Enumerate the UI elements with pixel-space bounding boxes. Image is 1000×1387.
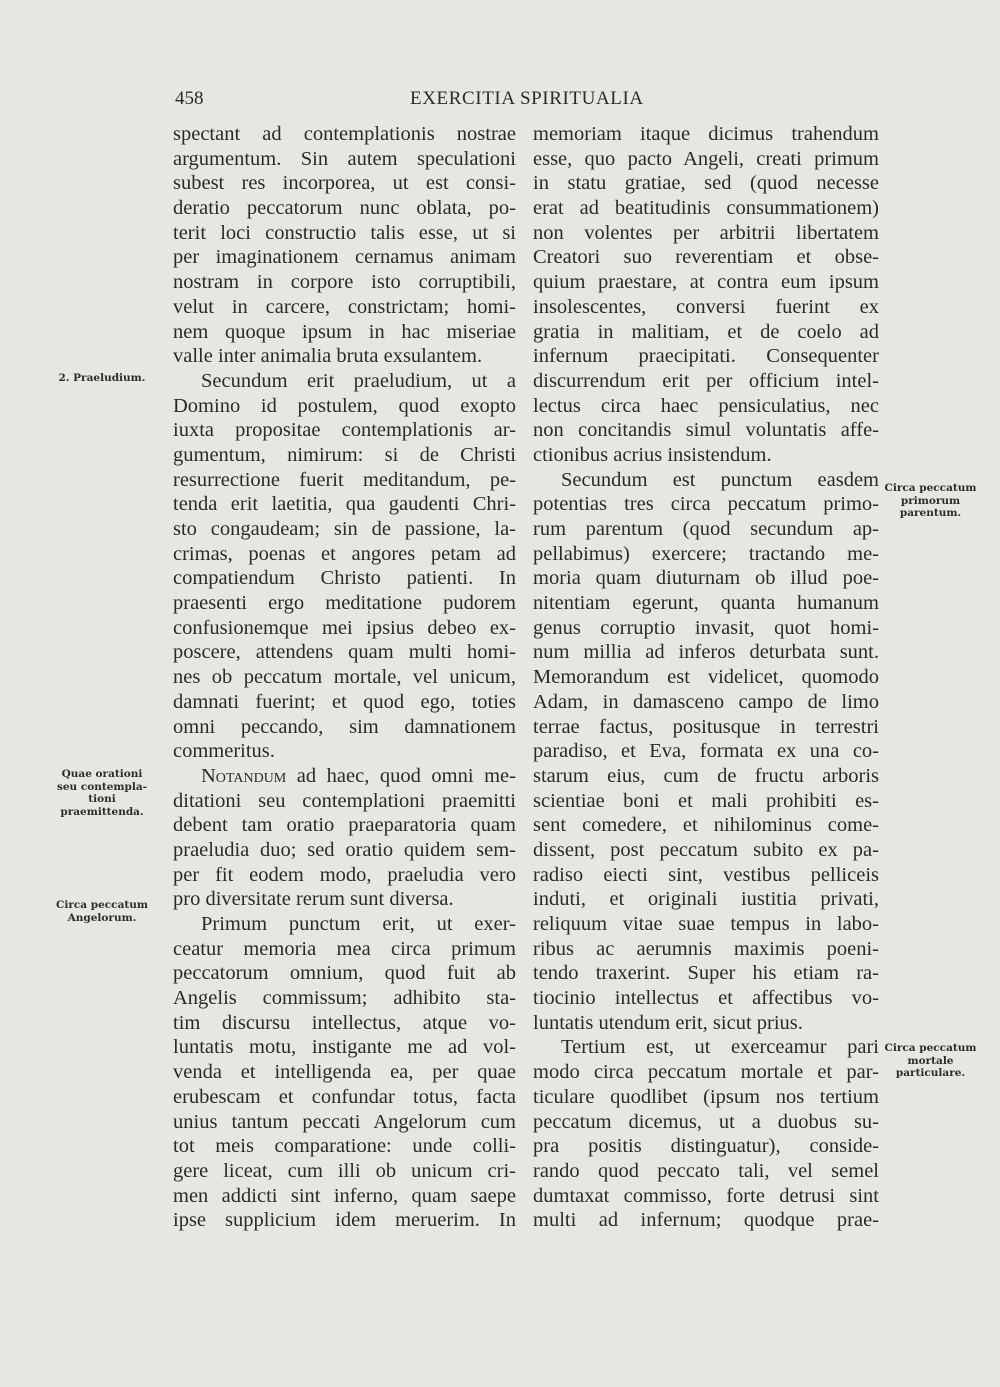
text-line: venda et intelligenda ea, per quae <box>173 1061 516 1084</box>
text-line: Secundum est punctum easdem <box>561 468 879 491</box>
text-line: nem quoque ipsum in hac miseriae <box>173 320 516 343</box>
text-line: nes ob peccatum mortale, vel unicum, <box>173 666 516 689</box>
text-line: moria quam diuturnam ob illud poe- <box>533 567 879 590</box>
text-line: dumtaxat commisso, forte detrusi sint <box>533 1184 879 1207</box>
text-line: genus corruptio invasit, quot homi- <box>533 616 879 639</box>
text-line: velut in carcere, constrictam; homi- <box>173 295 516 318</box>
text-line: Secundum erit praeludium, ut a <box>201 369 516 392</box>
text-line: Tertium est, ut exerceamur pari <box>561 1036 879 1059</box>
text-line: nitentiam egerunt, quanta humanum <box>533 592 879 615</box>
margin-note-line: primorum <box>900 494 961 507</box>
text-line: esse, quo pacto Angeli, creati primum <box>533 147 879 170</box>
text-line: scientiae boni et mali prohibiti es- <box>533 789 879 812</box>
text-line: gere liceat, cum illi ob unicum cri- <box>173 1159 516 1182</box>
text-line: modo circa peccatum mortale et par- <box>533 1061 879 1084</box>
text-line: lectus circa haec pensiculatius, nec <box>533 394 879 417</box>
text-line: ctionibus acrius insistendum. <box>533 443 772 466</box>
text-line: non concitandis simul voluntatis affe- <box>533 419 879 442</box>
text-line: commeritus. <box>173 740 275 763</box>
text-line: peccatorum omnium, quod fuit ab <box>173 962 516 985</box>
text-line: ceatur memoria mea circa primum <box>173 937 516 960</box>
text-line: erubescam et confundar totus, facta <box>173 1085 516 1108</box>
text-line: iuxta propositae contemplationis ar- <box>173 419 516 442</box>
text-line: Domino id postulem, quod exopto <box>173 394 516 417</box>
text-line: debent tam oratio praeparatoria quam <box>173 814 516 837</box>
text-line: discurrendum erit per officium intel- <box>533 369 879 392</box>
text-line: ribus ac aerumnis maximis poeni- <box>533 937 879 960</box>
text-line: gumentum, nimirum: si de Christi <box>173 443 516 466</box>
margin-note-line: parentum. <box>899 507 962 519</box>
text-line: per imaginationem cernamus animam <box>173 246 516 269</box>
margin-note-line: tioni <box>88 793 116 805</box>
text-line: deratio peccatorum nunc oblata, po- <box>173 197 516 220</box>
text-line: memoriam itaque dicimus trahendum <box>533 123 879 145</box>
text-line: gratia in malitiam, et de coelo ad <box>533 320 879 343</box>
text-line: starum eius, cum de fructu arboris <box>533 764 879 787</box>
margin-note-line: praemittenda. <box>60 805 144 818</box>
left-column <box>173 122 516 1233</box>
text-line: paradiso, et Eva, formata ex una co- <box>533 740 879 763</box>
text-line: spectant ad contemplationis nostrae <box>173 123 516 145</box>
text-line: multi ad infernum; quodque prae- <box>533 1209 879 1232</box>
right-column <box>533 122 879 1233</box>
text-line: pra positis distinguatur), conside- <box>533 1135 879 1158</box>
text-line: praesenti ergo meditatione pudorem <box>173 592 516 615</box>
text-line: rando quod peccato tali, vel semel <box>533 1159 879 1182</box>
text-line: nostram in corpore isto corruptibili, <box>173 271 516 294</box>
margin-note-praeludium <box>52 372 152 385</box>
text-line: erat ad beatitudinis consummationem) <box>533 197 879 220</box>
margin-note-line: Angelorum. <box>67 911 137 924</box>
page-number: 458 <box>175 88 204 109</box>
margin-note-line: mortale <box>907 1054 954 1067</box>
text-line: luntatis utendum erit, sicut prius. <box>533 1011 803 1034</box>
text-line: luntatis motu, instigante me ad vol- <box>173 1036 516 1059</box>
text-line: damnati fuerint; et quod ego, toties <box>173 690 516 713</box>
margin-note-line: Circa peccatum <box>884 482 977 494</box>
text-line: tim discursu intellectus, atque vo- <box>173 1011 516 1034</box>
margin-note-orationi <box>52 768 152 818</box>
text-line: dissent, post peccatum subito ex pa- <box>533 838 879 861</box>
text-line: ticulare quodlibet (ipsum nos tertium <box>533 1085 879 1108</box>
margin-note-particulare <box>883 1042 978 1080</box>
text-line: pellabimus) exercere; tractando me- <box>533 542 879 565</box>
margin-note-line: Circa peccatum <box>884 1042 977 1054</box>
text-line: induti, et originali iustitia privati, <box>533 888 879 911</box>
text-line: Angelis commissum; adhibito sta- <box>173 987 516 1010</box>
text-line: tiocinio intellectus et affectibus vo- <box>533 987 879 1010</box>
text-line: non volentes per arbitrii libertatem <box>533 221 879 244</box>
text-line: praeludia duo; sed oratio quidem sem- <box>173 838 516 861</box>
text-line: subest res incorporea, ut est consi- <box>173 172 516 195</box>
text-line: in statu gratiae, sed (quod necesse <box>533 172 879 195</box>
margin-note-angelorum <box>52 899 152 924</box>
margin-note-line: particulare. <box>895 1067 966 1079</box>
text-line: unius tantum peccati Angelorum cum <box>173 1110 516 1133</box>
text-line: compatiendum Christo patienti. In <box>173 567 516 590</box>
text-line: tenda erit laetitia, qua gaudenti Chri- <box>173 493 516 516</box>
text-line: Adam, in damasceno campo de limo <box>533 690 879 713</box>
notandum-word: Notandum <box>201 764 287 787</box>
text-line: Memorandum est videlicet, quomodo <box>533 666 879 689</box>
text-line: valle inter animalia bruta exsulantem. <box>173 345 483 368</box>
text-line: peccatum dicemus, ut a duobus su- <box>533 1110 879 1133</box>
text-line: omni peccando, sim damnationem <box>173 715 516 738</box>
text-line: sto congaudeam; sin de passione, la- <box>173 518 516 540</box>
text-line <box>173 764 516 789</box>
text-line: men addicti sint inferno, quam saepe <box>173 1184 516 1207</box>
text-line: terrae factus, positusque in terrestri <box>533 715 879 738</box>
text-line: tendo traxerint. Super his etiam ra- <box>533 962 879 985</box>
text-line: Primum punctum erit, ut exer- <box>201 913 516 935</box>
text-line: potentias tres circa peccatum primo- <box>533 493 879 516</box>
text-line: rum parentum (quod secundum ap- <box>533 518 879 540</box>
text-line: quium praestare, at contra eum ipsum <box>533 271 879 294</box>
text-line: ipse supplicium idem meruerim. In <box>173 1209 516 1232</box>
text-line: num millia ad inferos deturbata sunt. <box>533 641 879 664</box>
text-line: ditationi seu contemplationi praemitti <box>173 789 516 812</box>
text-line: per fit eodem modo, praeludia vero <box>173 863 516 886</box>
text-line: sent comedere, et nihilominus come- <box>533 814 879 837</box>
text-line-rest: ad haec, quod omni me- <box>286 764 516 787</box>
text-line: pro diversitate rerum sunt diversa. <box>173 888 454 911</box>
margin-note-line: 2. Praeludium. <box>58 372 146 384</box>
text-line: poscere, attendens quam multi homi- <box>173 641 516 664</box>
text-line: Creatori suo reverentiam et obse- <box>533 246 879 269</box>
text-line: argumentum. Sin autem speculationi <box>173 147 516 170</box>
text-line: resurrectione fuerit meditandum, pe- <box>173 468 516 491</box>
text-line: reliquum vitae suae tempus in labo- <box>533 913 879 935</box>
text-line: confusionemque mei ipsius debeo ex- <box>173 616 516 639</box>
page-header <box>175 88 915 116</box>
text-line: insolescentes, conversi fuerint ex <box>533 295 879 318</box>
margin-note-line: Quae orationi <box>61 768 143 780</box>
margin-note-line: Circa peccatum <box>56 899 148 911</box>
margin-note-parentum <box>883 482 978 520</box>
text-line: radiso eiecti sint, vestibus pelliceis <box>533 863 879 886</box>
text-line: terit loci constructio talis esse, ut si <box>173 221 516 244</box>
running-title: EXERCITIA SPIRITUALIA <box>410 88 644 109</box>
margin-note-line: seu contempla- <box>56 780 148 793</box>
text-line: infernum praecipitati. Consequenter <box>533 345 879 368</box>
text-line: crimas, poenas et angores petam ad <box>173 542 516 565</box>
text-line: tot meis comparatione: unde colli- <box>173 1135 516 1158</box>
